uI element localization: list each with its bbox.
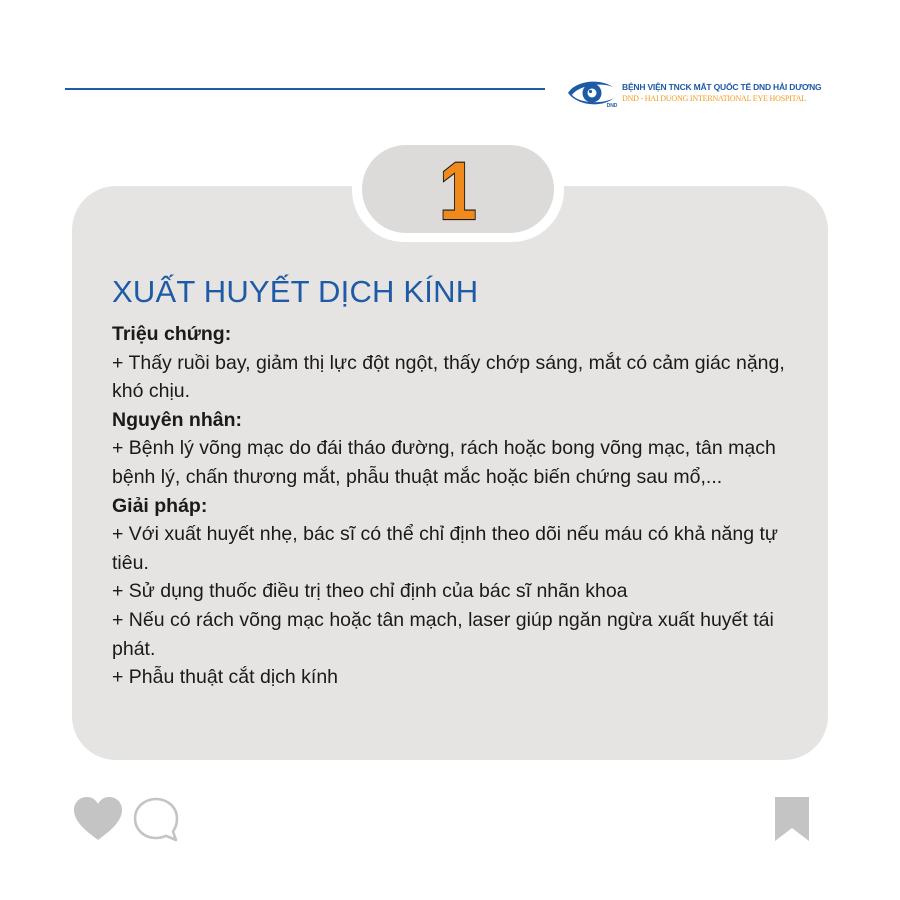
- section-causes: [112, 406, 802, 492]
- card-title: XUẤT HUYẾT DỊCH KÍNH: [112, 274, 479, 309]
- card-content: [112, 272, 802, 692]
- section-heading: Triệu chứng:: [112, 323, 232, 345]
- section-line: + Với xuất huyết nhẹ, bác sĩ có thể chỉ định theo dõi nếu máu có khả năng tự tiêu.: [112, 523, 778, 574]
- bookmark-icon[interactable]: [774, 796, 810, 842]
- section-symptoms: [112, 320, 802, 406]
- comment-icon[interactable]: [132, 796, 180, 844]
- hospital-logo: [566, 76, 822, 110]
- step-number-text: 1: [439, 144, 477, 237]
- section-line: + Nếu có rách võng mạc hoặc tân mạch, laser giúp ngăn ngừa xuất huyết tái phát.: [112, 608, 774, 660]
- section-heading: Giải pháp:: [112, 494, 208, 517]
- section-line: + Thấy ruồi bay, giảm thị lực đột ngột, thấy chớp sáng, mắt có cảm giác nặng, khó chịu.: [112, 351, 785, 403]
- logo-text: [622, 82, 821, 104]
- step-number: [362, 144, 554, 237]
- logo-mark-text: DND: [606, 103, 618, 109]
- section-line: + Phẫu thuật cắt dịch kính: [112, 666, 339, 689]
- section-solutions: [112, 492, 802, 692]
- heart-icon[interactable]: [72, 796, 124, 842]
- section-line: + Bệnh lý võng mạc do đái tháo đường, rách hoặc bong võng mạc, tân mạch bệnh lý, chấn thương mắt, phẫu thuật mắc hoặc biến chứng sau mổ,...: [112, 437, 776, 488]
- section-heading: Nguyên nhân:: [112, 408, 242, 431]
- hospital-name-vi: BỆNH VIỆN TNCK MẮT QUỐC TẾ DND HẢI DƯƠNG: [622, 82, 822, 92]
- eye-logo-icon: [566, 76, 618, 110]
- hospital-name-en: DND - HAI DUONG INTERNATIONAL EYE HOSPITAL: [622, 94, 806, 103]
- section-line: + Sử dụng thuốc điều trị theo chỉ định của bác sĩ nhãn khoa: [112, 580, 628, 603]
- header-divider: [65, 88, 545, 90]
